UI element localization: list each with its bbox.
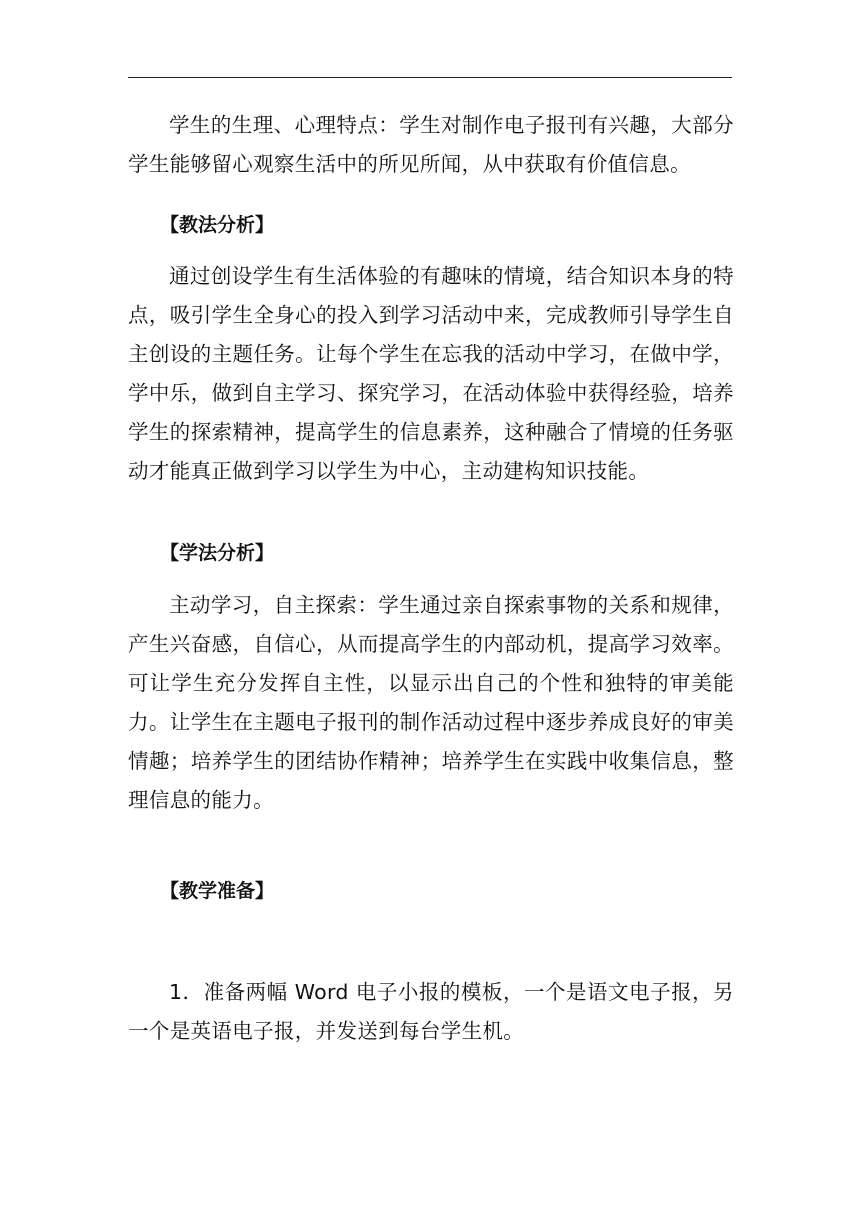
- teaching-preparation-heading: 【教学准备】: [160, 880, 275, 902]
- learning-method-paragraph: 主动学习，自主探索：学生通过亲自探索事物的关系和规律，产生兴奋感，自信心，从而提高学生的内部动机，提高学习效率。可让学生充分发挥自主性，以显示出自己的个性和独特的审美能力。让学生在主题电子报刊的制作活动过程中逐步养成良好的审美情趣；培养学生的团结协作精神；培养学生在实践中收集信息，整理信息的能力。: [128, 593, 734, 812]
- preparation-item-1: 1．准备两幅 Word 电子小报的模板，一个是语文电子报，另一个是英语电子报，并发送到每台学生机。: [128, 980, 734, 1043]
- teaching-method-heading: 【教法分析】: [160, 214, 275, 236]
- learning-method-heading: 【学法分析】: [160, 542, 275, 564]
- header-rule: [128, 77, 732, 78]
- student-traits-paragraph: 学生的生理、心理特点：学生对制作电子报刊有兴趣，大部分学生能够留心观察生活中的所见所闻，从中获取有价值信息。: [128, 113, 734, 176]
- teaching-method-paragraph: 通过创设学生有生活体验的有趣味的情境，结合知识本身的特点，吸引学生全身心的投入到学习活动中来，完成教师引导学生自主创设的主题任务。让每个学生在忘我的活动中学习，在做中学，学中乐，做到自主学习、探究学习，在活动体验中获得经验，培养学生的探索精神，提高学生的信息素养，这种融合了情境的任务驱动才能真正做到学习以学生为中心，主动建构知识技能。: [128, 264, 734, 483]
